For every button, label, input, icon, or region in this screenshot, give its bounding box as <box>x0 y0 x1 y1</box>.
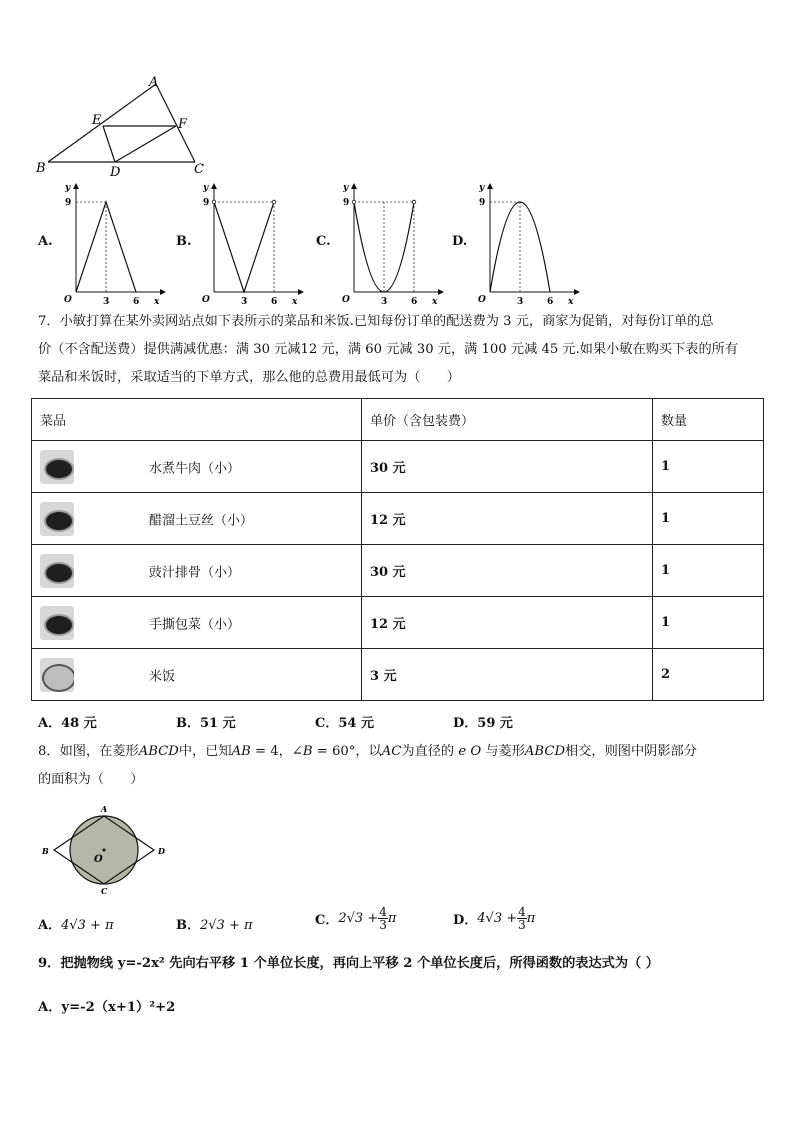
triangle-figure <box>30 72 220 182</box>
svg-text:9: 9 <box>65 198 72 208</box>
q6-option-label: C. <box>316 234 331 249</box>
dish-price: 30 元 <box>362 441 653 493</box>
fig-label-C: C <box>101 886 108 896</box>
svg-text:x: x <box>432 297 438 305</box>
dish-name: 水煮牛肉（小） <box>149 461 241 476</box>
svg-text:9: 9 <box>343 198 350 208</box>
q6-option-label: D. <box>452 234 468 249</box>
svg-text:O: O <box>478 295 486 305</box>
svg-text:y: y <box>203 183 209 193</box>
table-header-row <box>32 399 764 441</box>
dish-price: 30 元 <box>362 545 653 597</box>
svg-text:O: O <box>202 295 210 305</box>
q8-option-b: B．2√3 + π <box>176 918 253 933</box>
fig-label-D: D <box>158 846 165 856</box>
q6-option-graphs <box>0 180 794 305</box>
q7-option-b: B．51 元 <box>176 716 236 731</box>
menu-table <box>31 398 764 701</box>
q7-question <box>38 308 778 392</box>
q8-option-a: A．4√3 + π <box>38 918 114 933</box>
q8-option-c: C．2√3 + $\frac{4}{3}$ π <box>315 905 397 932</box>
dish-qty: 1 <box>653 597 764 649</box>
rice-icon <box>40 658 74 692</box>
svg-text:3: 3 <box>517 297 524 305</box>
label-F: F <box>178 117 188 132</box>
svg-text:3: 3 <box>103 297 110 305</box>
q7-line-3: 菜品和米饭时，采取适当的下单方式，那么他的总费用最低可为（ ） <box>38 370 460 385</box>
dish-price: 3 元 <box>362 649 653 701</box>
bowl-icon <box>40 606 74 640</box>
table-row <box>32 649 764 701</box>
header-dish: 菜品 <box>32 399 362 441</box>
table-row <box>32 545 764 597</box>
svg-text:3: 3 <box>381 297 388 305</box>
q7-line-2: 价（不含配送费）提供满减优惠：满 30 元减12 元，满 60 元减 30 元，满 100 元减 45 元.如果小敏在购买下表的所有 <box>38 342 739 357</box>
svg-text:y: y <box>343 183 349 193</box>
dish-qty: 1 <box>653 493 764 545</box>
bowl-icon <box>40 450 74 484</box>
q6-graph-parabola-up <box>338 180 448 305</box>
q9-question: 9．把抛物线 y=-2x² 先向右平移 1 个单位长度，再向上平移 2 个单位长度后，所得函数的表达式为（ ） <box>38 956 659 971</box>
label-B: B <box>36 161 46 176</box>
svg-text:y: y <box>479 183 485 193</box>
svg-text:6: 6 <box>271 297 278 305</box>
q8-option-d: D．4√3 + $\frac{4}{3}$ π <box>453 905 536 932</box>
q6-graph-v <box>198 180 308 305</box>
svg-text:O: O <box>64 295 72 305</box>
fig-label-A: A <box>101 804 108 814</box>
table-row <box>32 493 764 545</box>
q7-option-c: C．54 元 <box>315 716 374 731</box>
svg-text:9: 9 <box>479 198 486 208</box>
q6-graph-tent <box>60 180 170 305</box>
q7-line-1: 7．小敏打算在某外卖网站点如下表所示的菜品和米饭.已知每份订单的配送费为 3 元，商家为促销，对每份订单的总 <box>38 314 714 329</box>
q7-option-a: A．48 元 <box>38 716 97 731</box>
header-price: 单价（含包装费） <box>362 399 653 441</box>
dish-price: 12 元 <box>362 493 653 545</box>
svg-text:6: 6 <box>411 297 418 305</box>
dish-price: 12 元 <box>362 597 653 649</box>
svg-text:x: x <box>154 297 160 305</box>
header-qty: 数量 <box>653 399 764 441</box>
label-D: D <box>110 165 121 180</box>
svg-text:6: 6 <box>133 297 140 305</box>
label-C: C <box>194 162 204 177</box>
svg-text:y: y <box>65 183 71 193</box>
q6-option-label: A. <box>38 234 53 249</box>
rhombus-circle-figure <box>36 800 176 900</box>
svg-text:3: 3 <box>241 297 248 305</box>
dish-name: 米饭 <box>149 669 176 684</box>
dish-name: 手撕包菜（小） <box>149 617 241 632</box>
table-row <box>32 441 764 493</box>
label-A: A <box>149 75 159 90</box>
svg-text:x: x <box>568 297 574 305</box>
q7-options <box>38 712 778 732</box>
svg-text:6: 6 <box>547 297 554 305</box>
q6-graph-parabola-down <box>474 180 584 305</box>
dish-qty: 1 <box>653 545 764 597</box>
q8-line-2: 的面积为（ ） <box>38 772 144 787</box>
q9-option-a: A．y=-2（x+1）²+2 <box>38 1000 176 1015</box>
svg-text:x: x <box>292 297 298 305</box>
q6-option-label: B. <box>176 234 192 249</box>
svg-text:9: 9 <box>203 198 210 208</box>
dish-name: 醋溜土豆丝（小） <box>149 513 254 528</box>
fig-label-B: B <box>42 846 49 856</box>
dish-name: 豉汁排骨（小） <box>149 565 241 580</box>
svg-text:O: O <box>342 295 350 305</box>
bowl-icon <box>40 554 74 588</box>
q8-question <box>38 738 778 794</box>
q8-options <box>38 906 778 942</box>
dish-qty: 1 <box>653 441 764 493</box>
q8-line-1: 8．如图，在菱形ABCD中，已知AB = 4，∠B = 60°，以AC为直径的 e O 与菱形ABCD相交，则图中阴影部分 <box>38 744 697 759</box>
bowl-icon <box>40 502 74 536</box>
dish-qty: 2 <box>653 649 764 701</box>
q7-option-d: D．59 元 <box>453 716 513 731</box>
fig-label-O: O <box>94 854 103 865</box>
label-E: E <box>92 113 102 128</box>
table-row <box>32 597 764 649</box>
